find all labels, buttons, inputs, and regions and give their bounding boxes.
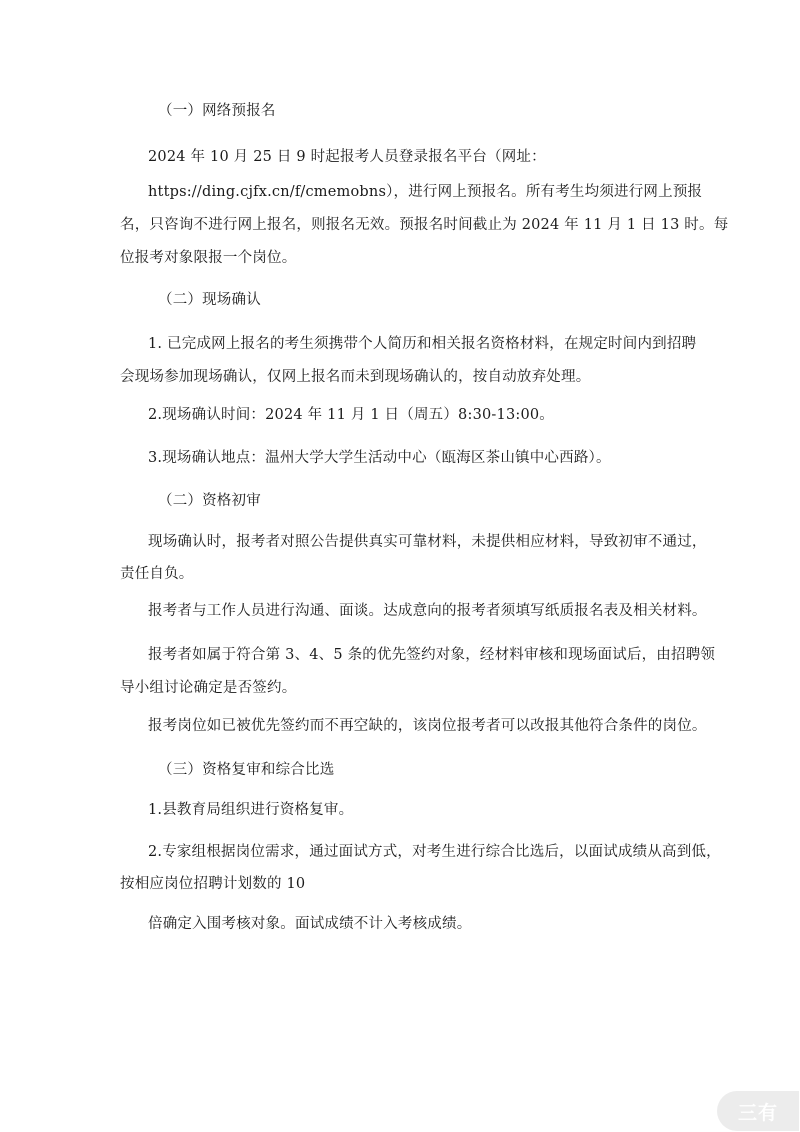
paragraph-line: 报考者与工作人员进行沟通、面谈。达成意向的报考者须填写纸质报名表及相关材料。 bbox=[148, 603, 707, 619]
paragraph-line: 现场确认时，报考者对照公告提供真实可靠材料，未提供相应材料，导致初审不通过， bbox=[148, 534, 707, 550]
paragraph-line: 会现场参加现场确认，仅网上报名而未到现场确认的，按自动放弃处理。 bbox=[120, 369, 591, 385]
paragraph-line: 2.现场确认时间：2024 年 11 月 1 日（周五）8:30-13:00。 bbox=[148, 407, 555, 423]
paragraph-line: 导小组讨论确定是否签约。 bbox=[120, 680, 297, 696]
paragraph-line: 1. 已完成网上报名的考生须携带个人简历和相关报名资格材料，在规定时间内到招聘 bbox=[148, 336, 697, 352]
paragraph-line: 位报考对象限报一个岗位。 bbox=[120, 250, 297, 266]
watermark-badge bbox=[717, 1091, 799, 1131]
paragraph-line: 2.专家组根据岗位需求，通过面试方式，对考生进行综合比选后，以面试成绩从高到低， bbox=[148, 844, 721, 860]
section-heading-onsite-confirmation: （二）现场确认 bbox=[158, 292, 261, 308]
paragraph-line: 倍确定入围考核对象。面试成绩不计入考核成绩。 bbox=[148, 916, 472, 932]
watermark-text: 三有 bbox=[737, 1101, 778, 1124]
paragraph-line: 报考岗位如已被优先签约而不再空缺的，该岗位报考者可以改报其他符合条件的岗位。 bbox=[148, 718, 707, 734]
paragraph-line: 3.现场确认地点：温州大学大学生活动中心（瓯海区茶山镇中心西路）。 bbox=[148, 450, 611, 466]
section-heading-final-review: （三）资格复审和综合比选 bbox=[158, 762, 335, 778]
section-heading-preliminary-review: （二）资格初审 bbox=[158, 493, 261, 509]
paragraph-line: 名，只咨询不进行网上报名，则报名无效。预报名时间截止为 2024 年 11 月 1 日 13 时。每 bbox=[120, 217, 729, 233]
paragraph-line: 责任自负。 bbox=[120, 566, 194, 582]
paragraph-line: 2024 年 10 月 25 日 9 时起报考人员登录报名平台（网址： bbox=[148, 149, 546, 165]
paragraph-line: 报考者如属于符合第 3、4、5 条的优先签约对象，经材料审核和现场面试后，由招聘领 bbox=[148, 647, 716, 663]
paragraph-line: 1.县教育局组织进行资格复审。 bbox=[148, 802, 354, 818]
paragraph-line: 按相应岗位招聘计划数的 10 bbox=[120, 876, 306, 892]
paragraph-line: https://ding.cjfx.cn/f/cmemobns），进行网上预报名。所有考生均须进行网上预报 bbox=[148, 184, 703, 200]
section-heading-online-registration: （一）网络预报名 bbox=[158, 103, 276, 119]
